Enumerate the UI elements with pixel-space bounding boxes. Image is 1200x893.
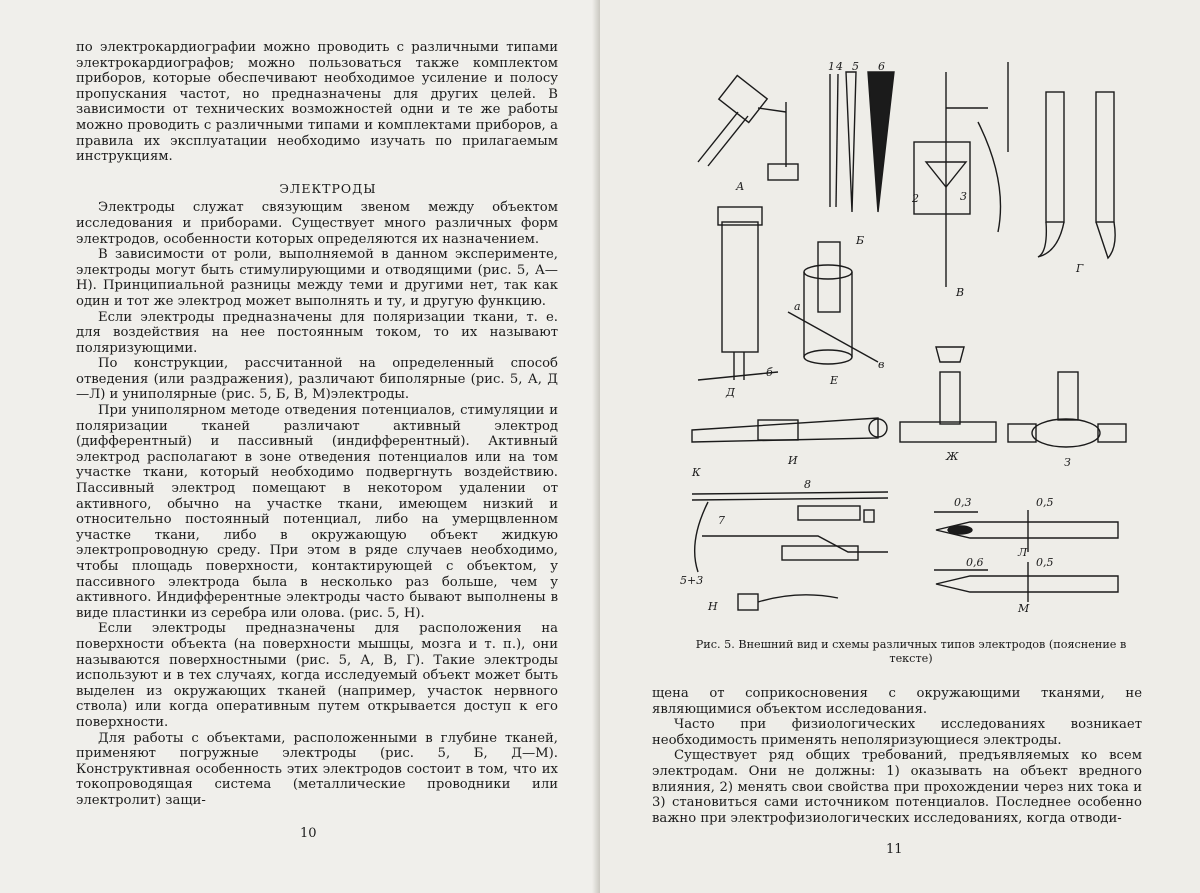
label-a-lower: а [794,300,801,313]
electrode-g-drawing [1038,92,1115,258]
electrode-v-drawing [914,62,1008,287]
paragraph: Для работы с объектами, расположенными в глубине тканей, применяют погружные электроды (рис. 5, Б, Д—М). Конструктивная особенность этих электродов состоит в том, что их токопроводящая система (металлические проводники или электролит) защи- [76,730,558,808]
paragraph-continued: по электрокардиографии можно проводить с различными типами электрокардиографов; можно пользоваться также комплектом приборов, которые обеспечивают необходимое усиление и полосу пропускания частот, но предназначены для других целей. В зависимости от технических возможностей одни и те же работы можно проводить с различными типами и комплектами приборов, а правила их эксплуатации необходимо изучать по прилагаемым инструкциям. [76,40,558,165]
label-d: Д [726,386,735,399]
figure-caption: Рис. 5. Внешний вид и схемы различных типов электродов (пояснение в тексте) [695,638,1127,665]
right-text [652,686,1142,826]
label-b-lower: б [766,366,773,379]
electrode-b-drawing [830,72,894,212]
label-num-6: 6 [878,62,885,73]
label-num-5: 5 [852,62,859,73]
label-dim-06: 0,6 [966,556,984,569]
label-z: З [1064,456,1071,469]
label-dim-03: 0,3 [954,496,972,509]
paragraph: Существует ряд общих требований, предъявляемых ко всем электродам. Они не должны: 1) оказывать на объект вредного влияния, 2) менять свои свойства при прохождении через них тока и 3) становиться сами источником потенциалов. Последнее особенно важно при электрофизиологических исследованиях, когда отводи- [652,748,1142,826]
label-l: Л [1018,546,1028,559]
paragraph: При униполярном методе отведения потенциалов, стимуляции и поляризации тканей различают активный электрод (дифферентный) и пассивный (индифферентный). Активный электрод располагают в зоне отведения потенциалов или на том участке ткани, который необходимо подвергнуть воздействию. Пассивный электрод помещают в некотором удалении от активного, обычно на участке ткани, имеющем низкий и относительно постоянный потенциал, либо на умерщвленном участке ткани, либо в окружающую объект жидкую электропроводную среду. При этом в ряде случаев необходимо, чтобы площадь поверхности, контактирующей с объектом, у пассивного электрода была в несколько раз больше, чем у активного. Индифферентные электроды часто бывают выполнены в виде пластинки из серебра или олова. (рис. 5, Н). [76,403,558,621]
paragraph: Электроды служат связующим звеном между объектом исследования и приборами. Существует много различных форм электродов, особенности которых определяются их назначением. [76,200,558,247]
label-k: К [692,466,701,479]
electrode-z-drawing [1008,372,1126,447]
label-v-lower: в [878,358,885,371]
electrode-a-drawing [698,75,798,180]
label-g: Г [1076,262,1084,275]
paragraph-continued: щена от соприкосновения с окружающими тканями, не являющимися объектом исследования. [652,686,1142,717]
label-num-4: 4 [836,62,843,73]
label-e: Е [830,374,839,387]
electrode-m-drawing [934,562,1118,602]
electrode-i-drawing [692,418,887,442]
label-num-1: 1 [828,62,835,73]
paragraph: Часто при физиологических исследованиях возникает необходимость применять неполяризующиеся электроды. [652,717,1142,748]
label-num-2: 2 [912,192,919,205]
paragraph: Если электроды предназначены для поляризации ткани, т. е. для воздействия на нее постоянным током, то их называют поляризующими. [76,309,558,356]
label-i: И [788,454,798,467]
label-dim-05b: 0,5 [1036,556,1054,569]
left-text [76,40,558,809]
paragraph: Если электроды предназначены для расположения на поверхности объекта (на поверхности мышцы, мозга и т. п.), они называются поверхностными (рис. 5, А, В, Г). Такие электроды используют и в тех случаях, когда исследуемый объект может быть выделен из окружающих тканей (например, участок нервного ствола) или когда оперативным путем открывается доступ к его поверхности. [76,621,558,730]
electrode-zh-drawing [900,347,996,442]
label-m: М [1018,602,1030,615]
electrode-k-drawing [692,492,888,610]
paragraph: По конструкции, рассчитанной на определенный способ отведения (или раздражения), различают биполярные (рис. 5, А, Д—Л) и униполярные (рис. 5, Б, В, М)электроды. [76,356,558,403]
page-number: 11 [886,842,903,857]
paragraph: В зависимости от роли, выполняемой в данном эксперименте, электроды могут быть стимулирующими и отводящими (рис. 5, А—Н). Принципиальной разницы между теми и другими нет, так как один и тот же электрод может выполнять и ту, и другую функцию. [76,247,558,309]
label-num-8: 8 [804,478,811,491]
electrode-d-drawing [698,207,778,380]
label-sum: 5+3 [680,574,704,587]
label-v: В [956,286,965,299]
label-zh: Ж [946,450,959,463]
label-b: Б [856,234,865,247]
electrode-e-drawing [788,242,878,364]
label-a: А [736,180,745,193]
electrodes-figure [678,62,1166,622]
label-dim-05: 0,5 [1036,496,1054,509]
label-num-3: 3 [960,190,967,203]
label-n: Н [708,600,718,613]
label-num-7: 7 [718,514,725,527]
page-number: 10 [300,826,317,841]
figure-electrodes [678,62,1166,622]
section-heading: ЭЛЕКТРОДЫ [279,180,377,196]
